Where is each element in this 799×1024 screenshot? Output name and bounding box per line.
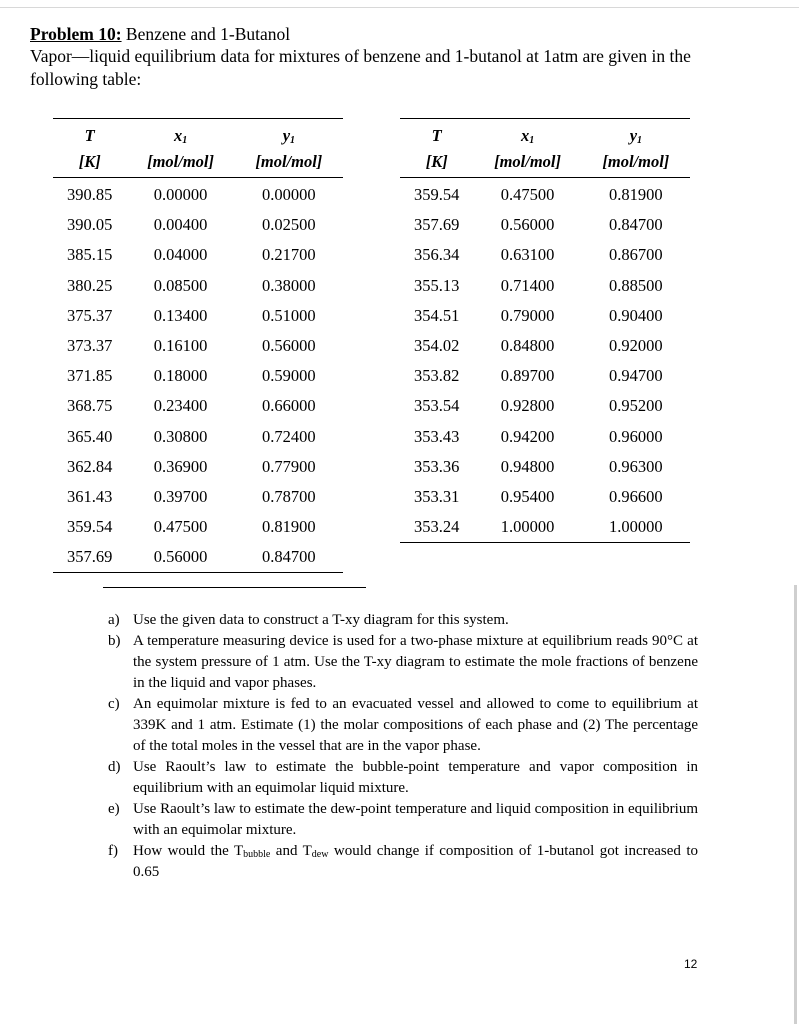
cell-y1: 0.84700 xyxy=(609,215,663,235)
question-letter: d) xyxy=(108,759,121,775)
table-row xyxy=(400,210,690,240)
header-y1-unit: [mol/mol] xyxy=(582,149,690,178)
table-row xyxy=(53,331,343,361)
table-row xyxy=(53,542,343,573)
question-letter: f) xyxy=(108,843,118,859)
cell-y1: 0.00000 xyxy=(262,185,316,205)
cell-x1: 0.47500 xyxy=(153,517,208,537)
table-row xyxy=(400,422,690,452)
table-row xyxy=(400,271,690,301)
cell-temperature: 368.75 xyxy=(67,396,113,416)
header-t-unit: [K] xyxy=(53,149,126,178)
cell-y1: 0.81900 xyxy=(262,517,316,537)
cell-x1: 0.13400 xyxy=(153,305,208,325)
cell-temperature: 385.15 xyxy=(67,245,113,265)
table-row xyxy=(400,391,690,421)
cell-y1: 1.00000 xyxy=(609,517,663,537)
cell-y1: 0.88500 xyxy=(609,275,663,295)
top-divider xyxy=(0,7,799,8)
problem-title: Benzene and 1-Butanol xyxy=(121,24,291,44)
header-t: T xyxy=(431,126,442,145)
cell-x1: 0.16100 xyxy=(153,336,208,356)
table-row xyxy=(400,361,690,391)
cell-temperature: 355.13 xyxy=(414,275,460,295)
header-y1: $y_1$ xyxy=(282,126,296,146)
cell-temperature: 362.84 xyxy=(67,456,113,476)
cell-y1: 0.90400 xyxy=(609,305,663,325)
cell-x1: 0.30800 xyxy=(153,426,208,446)
question-text: An equimolar mixture is fed to an evacuated vessel and allowed to come to equilibrium at 339K and 1 atm. Estimate (1) the molar compositions of each phase and (2) The percentage of the total moles in the vessel that are in the vapor phase. xyxy=(133,696,698,754)
question-letter: e) xyxy=(108,801,120,817)
table-row xyxy=(53,301,343,331)
cell-y1: 0.77900 xyxy=(262,456,316,476)
cell-x1: 0.56000 xyxy=(153,547,208,567)
vle-table-left xyxy=(53,118,343,573)
table-row xyxy=(53,512,343,542)
cell-y1: 0.96300 xyxy=(609,456,663,476)
cell-temperature: 353.82 xyxy=(414,366,460,386)
cell-temperature: 375.37 xyxy=(67,305,113,325)
table-row xyxy=(53,422,343,452)
cell-x1: 1.00000 xyxy=(500,517,555,537)
cell-temperature: 354.02 xyxy=(414,336,460,356)
problem-number: Problem 10: xyxy=(30,24,122,44)
cell-temperature: 356.34 xyxy=(414,245,460,265)
cell-y1: 0.92000 xyxy=(609,336,663,356)
header-x1: $x_1$ xyxy=(520,126,535,146)
cell-y1: 0.56000 xyxy=(262,336,316,356)
cell-y1: 0.96000 xyxy=(609,426,663,446)
table-row xyxy=(53,482,343,512)
cell-x1: 0.94200 xyxy=(500,426,555,446)
question-c xyxy=(108,694,698,757)
subscript-bubble: bubble xyxy=(243,849,271,860)
cell-y1: 0.38000 xyxy=(262,275,316,295)
cell-y1: 0.51000 xyxy=(262,305,316,325)
cell-y1: 0.81900 xyxy=(609,185,663,205)
cell-temperature: 359.54 xyxy=(414,185,460,205)
cell-x1: 0.92800 xyxy=(500,396,555,416)
cell-y1: 0.66000 xyxy=(262,396,316,416)
cell-temperature: 380.25 xyxy=(67,275,113,295)
question-letter: a) xyxy=(108,612,120,628)
question-a xyxy=(108,610,698,631)
table-row xyxy=(53,452,343,482)
left-table-body xyxy=(53,178,343,573)
cell-x1: 0.08500 xyxy=(153,275,208,295)
cell-x1: 0.89700 xyxy=(500,366,555,386)
question-text xyxy=(133,843,698,880)
cell-x1: 0.04000 xyxy=(153,245,208,265)
question-letter: b) xyxy=(108,633,121,649)
cell-x1: 0.00400 xyxy=(153,215,208,235)
cell-x1: 0.79000 xyxy=(500,305,555,325)
cell-x1: 0.47500 xyxy=(500,185,555,205)
table-row xyxy=(53,240,343,270)
cell-x1: 0.84800 xyxy=(500,336,555,356)
header-x1-unit: [mol/mol] xyxy=(126,149,234,178)
question-text-part: would change if composition of 1-butanol got increased to 0.65 xyxy=(133,843,698,880)
table-row xyxy=(400,301,690,331)
cell-x1: 0.94800 xyxy=(500,456,555,476)
subscript-dew: dew xyxy=(311,849,329,860)
table-row xyxy=(53,210,343,240)
cell-temperature: 365.40 xyxy=(67,426,113,446)
question-letter: c) xyxy=(108,696,120,712)
cell-temperature: 359.54 xyxy=(67,517,113,537)
vle-table-right xyxy=(400,118,690,543)
cell-x1: 0.36900 xyxy=(153,456,208,476)
scrollbar[interactable] xyxy=(794,585,797,1024)
cell-y1: 0.84700 xyxy=(262,547,316,567)
cell-y1: 0.21700 xyxy=(262,245,316,265)
table-row xyxy=(53,271,343,301)
problem-intro: Vapor—liquid equilibrium data for mixtures of benzene and 1-butanol at 1atm are given in the following table: xyxy=(30,46,691,89)
question-text-part: How would the T xyxy=(133,843,244,859)
cell-x1: 0.56000 xyxy=(500,215,555,235)
table-row xyxy=(53,391,343,421)
cell-temperature: 357.69 xyxy=(414,215,460,235)
cell-temperature: 361.43 xyxy=(67,486,113,506)
cell-y1: 0.59000 xyxy=(262,366,316,386)
problem-heading xyxy=(30,23,290,45)
cell-temperature: 357.69 xyxy=(67,547,113,567)
question-f xyxy=(108,841,698,883)
question-b xyxy=(108,631,698,694)
cell-temperature: 353.24 xyxy=(414,517,460,537)
header-t-unit: [K] xyxy=(400,149,473,178)
cell-x1: 0.00000 xyxy=(153,185,208,205)
question-e xyxy=(108,799,698,841)
table-row xyxy=(400,512,690,543)
table-row xyxy=(400,178,690,211)
header-y1: $y_1$ xyxy=(629,126,643,146)
cell-x1: 0.71400 xyxy=(500,275,555,295)
question-text: Use Raoult’s law to estimate the bubble-point temperature and vapor composition in equilibrium with an equimolar liquid mixture. xyxy=(133,759,698,796)
cell-temperature: 353.43 xyxy=(414,426,460,446)
header-x1: $x_1$ xyxy=(173,126,188,146)
page-number: 12 xyxy=(684,957,698,971)
cell-x1: 0.23400 xyxy=(153,396,208,416)
cell-y1: 0.95200 xyxy=(609,396,663,416)
question-text-part: and T xyxy=(270,843,312,859)
cell-temperature: 353.54 xyxy=(414,396,460,416)
table-row xyxy=(400,331,690,361)
cell-x1: 0.95400 xyxy=(500,486,555,506)
table-row xyxy=(400,240,690,270)
cell-x1: 0.39700 xyxy=(153,486,208,506)
question-d xyxy=(108,757,698,799)
section-divider xyxy=(103,587,366,588)
header-t: T xyxy=(84,126,95,145)
question-text: A temperature measuring device is used for a two-phase mixture at equilibrium reads 90°C at the system pressure of 1 atm. Use the T-xy diagram to estimate the mole fractions of benzene in the liquid and vapor phases. xyxy=(133,633,698,691)
cell-y1: 0.72400 xyxy=(262,426,316,446)
cell-x1: 0.18000 xyxy=(153,366,208,386)
cell-temperature: 373.37 xyxy=(67,336,113,356)
question-text: Use Raoult’s law to estimate the dew-point temperature and liquid composition in equilibrium with an equimolar mixture. xyxy=(133,801,698,838)
cell-temperature: 390.05 xyxy=(67,215,113,235)
table-row xyxy=(400,482,690,512)
cell-x1: 0.63100 xyxy=(500,245,555,265)
right-table-body xyxy=(400,178,690,543)
table-row xyxy=(400,452,690,482)
cell-y1: 0.94700 xyxy=(609,366,663,386)
table-row xyxy=(53,178,343,211)
cell-temperature: 390.85 xyxy=(67,185,113,205)
cell-y1: 0.96600 xyxy=(609,486,663,506)
cell-temperature: 371.85 xyxy=(67,366,113,386)
cell-y1: 0.78700 xyxy=(262,486,316,506)
table-row xyxy=(53,361,343,391)
header-y1-unit: [mol/mol] xyxy=(235,149,343,178)
header-x1-unit: [mol/mol] xyxy=(473,149,581,178)
question-text: Use the given data to construct a T-xy diagram for this system. xyxy=(133,612,509,628)
cell-temperature: 353.36 xyxy=(414,456,460,476)
cell-temperature: 353.31 xyxy=(414,486,460,506)
cell-y1: 0.86700 xyxy=(609,245,663,265)
cell-temperature: 354.51 xyxy=(414,305,460,325)
cell-y1: 0.02500 xyxy=(262,215,316,235)
question-list xyxy=(108,610,698,883)
